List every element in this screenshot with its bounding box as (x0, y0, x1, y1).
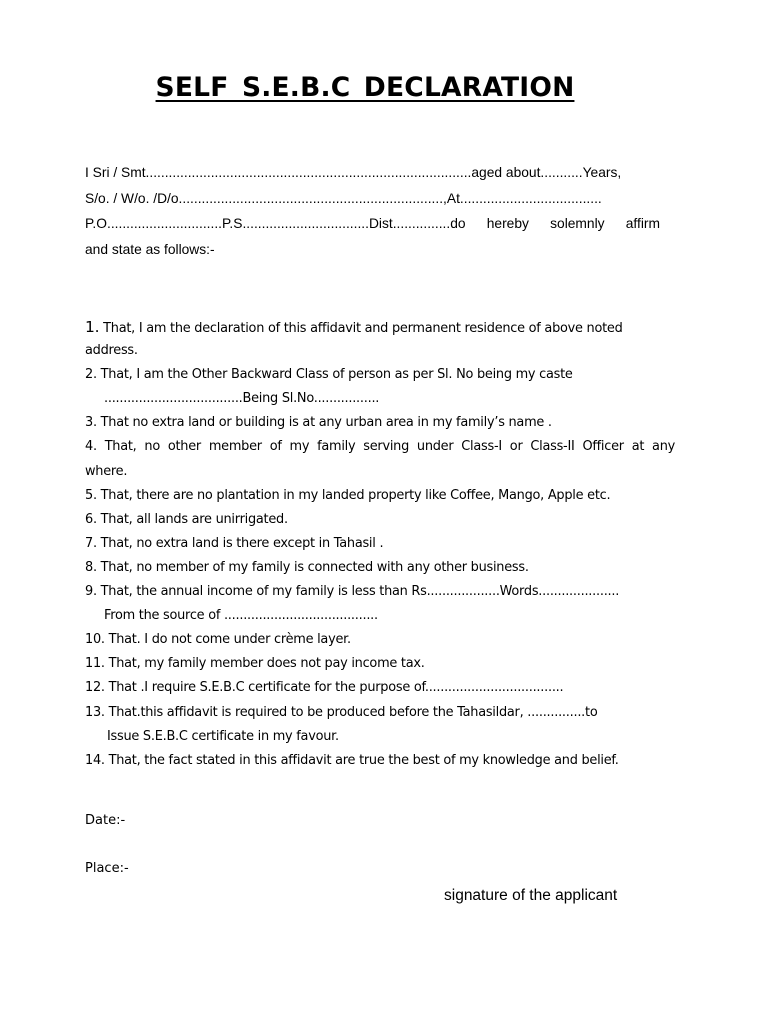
item-12: 12. That .I require S.E.B.C certificate for the purpose of.................................... (85, 680, 564, 696)
declaration-items (85, 317, 675, 775)
item-1-text: That, I am the declaration of this affidavit and permanent residence of above noted (99, 321, 623, 336)
item-8: 8. That, no member of my family is connected with any other business. (85, 559, 529, 575)
item-1 (85, 317, 675, 341)
intro-line-address: P.O..............................P.S.................................Dist...............do hereby solemnly affirm (85, 216, 660, 231)
item-9-continued: From the source of ........................................ (104, 608, 378, 624)
item-13: 13. That.this affidavit is required to be produced before the Tahasildar, ...............to (85, 704, 598, 720)
intro-line-name: I Sri / Smt.....................................................................................aged about...........Years, (85, 165, 622, 180)
item-4-continued: where. (85, 463, 128, 479)
item-13-continued: Issue S.E.B.C certificate in my favour. (107, 728, 339, 744)
place-label: Place:- (85, 861, 129, 876)
item-14: 14. That, the fact stated in this affidavit are true the best of my knowledge and belief. (85, 752, 619, 768)
item-10: 10. That. I do not come under crème layer. (85, 632, 351, 648)
intro-block (85, 163, 660, 265)
item-6: 6. That, all lands are unirrigated. (85, 511, 288, 527)
document-title: SELF S.E.B.C DECLARATION (155, 72, 575, 103)
item-1-continued: address. (85, 343, 138, 359)
item-4: 4. That, no other member of my family serving under Class-I or Class-II Officer at any (85, 439, 675, 455)
signature-label: signature of the applicant (444, 887, 618, 904)
item-2: 2. That, I am the Other Backward Class of person as per Sl. No being my caste (85, 367, 573, 383)
item-3: 3. That no extra land or building is at any urban area in my family’s name . (85, 415, 552, 431)
item-5: 5. That, there are no plantation in my landed property like Coffee, Mango, Apple etc. (85, 487, 611, 503)
intro-line-relation: S/o. / W/o. /D/o.....................................................................,At..................................... (85, 190, 602, 206)
item-9: 9. That, the annual income of my family is less than Rs...................Words..................... (85, 584, 620, 600)
item-1-number: 1. (85, 318, 100, 336)
item-2-continued: ....................................Being Sl.No................. (104, 391, 380, 407)
date-label: Date:- (85, 813, 126, 828)
item-11: 11. That, my family member does not pay income tax. (85, 656, 425, 672)
item-7: 7. That, no extra land is there except in Tahasil . (85, 535, 384, 551)
intro-line-statement: and state as follows:- (85, 241, 215, 257)
